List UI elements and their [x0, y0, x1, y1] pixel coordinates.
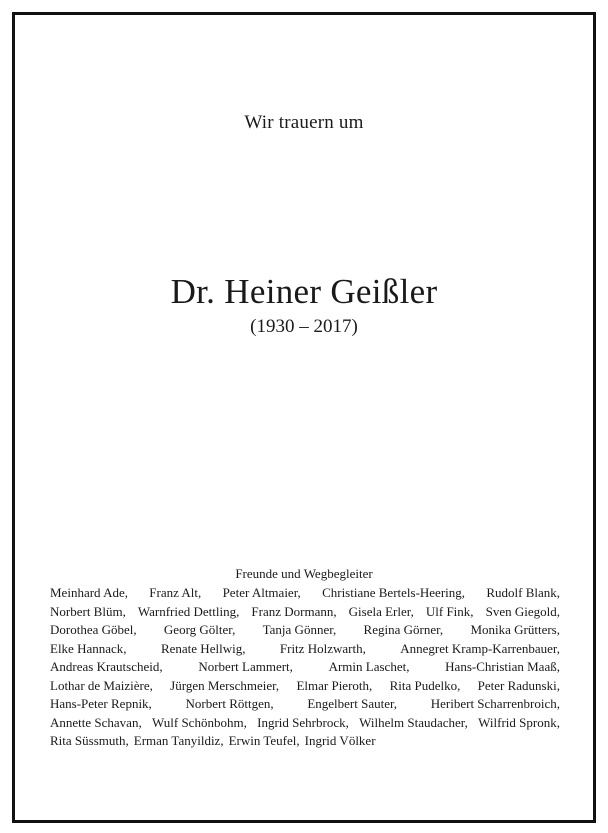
- signer-name: Hans-Christian Maaß,: [445, 659, 560, 674]
- signer-name: Erwin Teufel,: [228, 733, 300, 748]
- signer-name: Jürgen Merschmeier,: [170, 677, 280, 693]
- signer-name: Andreas Krautscheid,: [50, 659, 163, 674]
- signer-name: Monika Grütters,: [470, 622, 560, 637]
- signer-name: Ingrid Sehrbrock,: [257, 714, 349, 730]
- signer-line: [50, 603, 560, 622]
- signer-line: [50, 714, 560, 733]
- signer-name: Franz Dormann,: [251, 603, 337, 619]
- signer-name: Elmar Pieroth,: [296, 677, 373, 693]
- signer-name: Renate Hellwig,: [160, 640, 246, 656]
- signer-name: Dorothea Göbel,: [50, 622, 137, 637]
- intro-text: Wir trauern um: [244, 112, 364, 133]
- signer-line: [50, 584, 560, 603]
- signer-name: Gisela Erler,: [348, 603, 414, 619]
- signer-name: Elke Hannack,: [50, 640, 127, 656]
- signer-line: [50, 695, 560, 714]
- signer-name: Annette Schavan,: [50, 714, 142, 730]
- deceased-name: Dr. Heiner Geißler: [170, 272, 438, 311]
- signer-line: [50, 677, 560, 696]
- signer-name: Wilhelm Staudacher,: [359, 714, 468, 730]
- signers-heading: Freunde und Wegbegleiter: [235, 566, 373, 581]
- signer-name: Norbert Blüm,: [50, 603, 126, 619]
- signer-name: Fritz Holzwarth,: [279, 640, 366, 656]
- signer-name: Annegret Kramp-Karrenbauer,: [400, 640, 560, 656]
- signer-name: Wilfrid Spronk,: [478, 714, 560, 730]
- signer-name: Georg Gölter,: [163, 622, 236, 637]
- signer-name: Rudolf Blank,: [486, 585, 560, 600]
- signer-name: Peter Altmaier,: [222, 585, 301, 600]
- signer-name: Norbert Röttgen,: [185, 696, 274, 711]
- signer-name: Wulf Schönbohm,: [152, 714, 247, 730]
- signer-name: Tanja Gönner,: [262, 622, 337, 637]
- signer-line: [50, 658, 560, 677]
- signer-name: Ulf Fink,: [425, 603, 474, 619]
- signer-name: Meinhard Ade,: [50, 585, 128, 600]
- signer-name: Armin Laschet,: [328, 659, 410, 674]
- signer-name: Lothar de Maizière,: [50, 677, 153, 693]
- signer-name: Franz Alt,: [149, 585, 202, 600]
- signer-name: Warnfried Dettling,: [137, 603, 240, 619]
- signer-name: Peter Radunski,: [477, 677, 560, 693]
- signer-name: Ingrid Völker: [304, 733, 376, 748]
- signer-line: [50, 640, 560, 659]
- signer-name: Engelbert Sauter,: [307, 696, 398, 711]
- signer-line: [50, 621, 560, 640]
- signer-line: [50, 732, 560, 751]
- signer-name: Heribert Scharrenbroich,: [430, 696, 560, 711]
- signer-name: Sven Giegold,: [485, 603, 560, 619]
- signer-name: Hans-Peter Repnik,: [50, 696, 152, 711]
- signer-name: Rita Pudelko,: [389, 677, 461, 693]
- signer-name: Erman Tanyildiz,: [133, 733, 224, 748]
- life-years: (1930 – 2017): [250, 316, 358, 337]
- signer-name: Rita Süssmuth,: [50, 733, 129, 748]
- signer-name: Christiane Bertels-Heering,: [322, 585, 466, 600]
- signer-name: Regina Görner,: [363, 622, 444, 637]
- signer-name: Norbert Lammert,: [198, 659, 293, 674]
- signers-list: [50, 584, 560, 751]
